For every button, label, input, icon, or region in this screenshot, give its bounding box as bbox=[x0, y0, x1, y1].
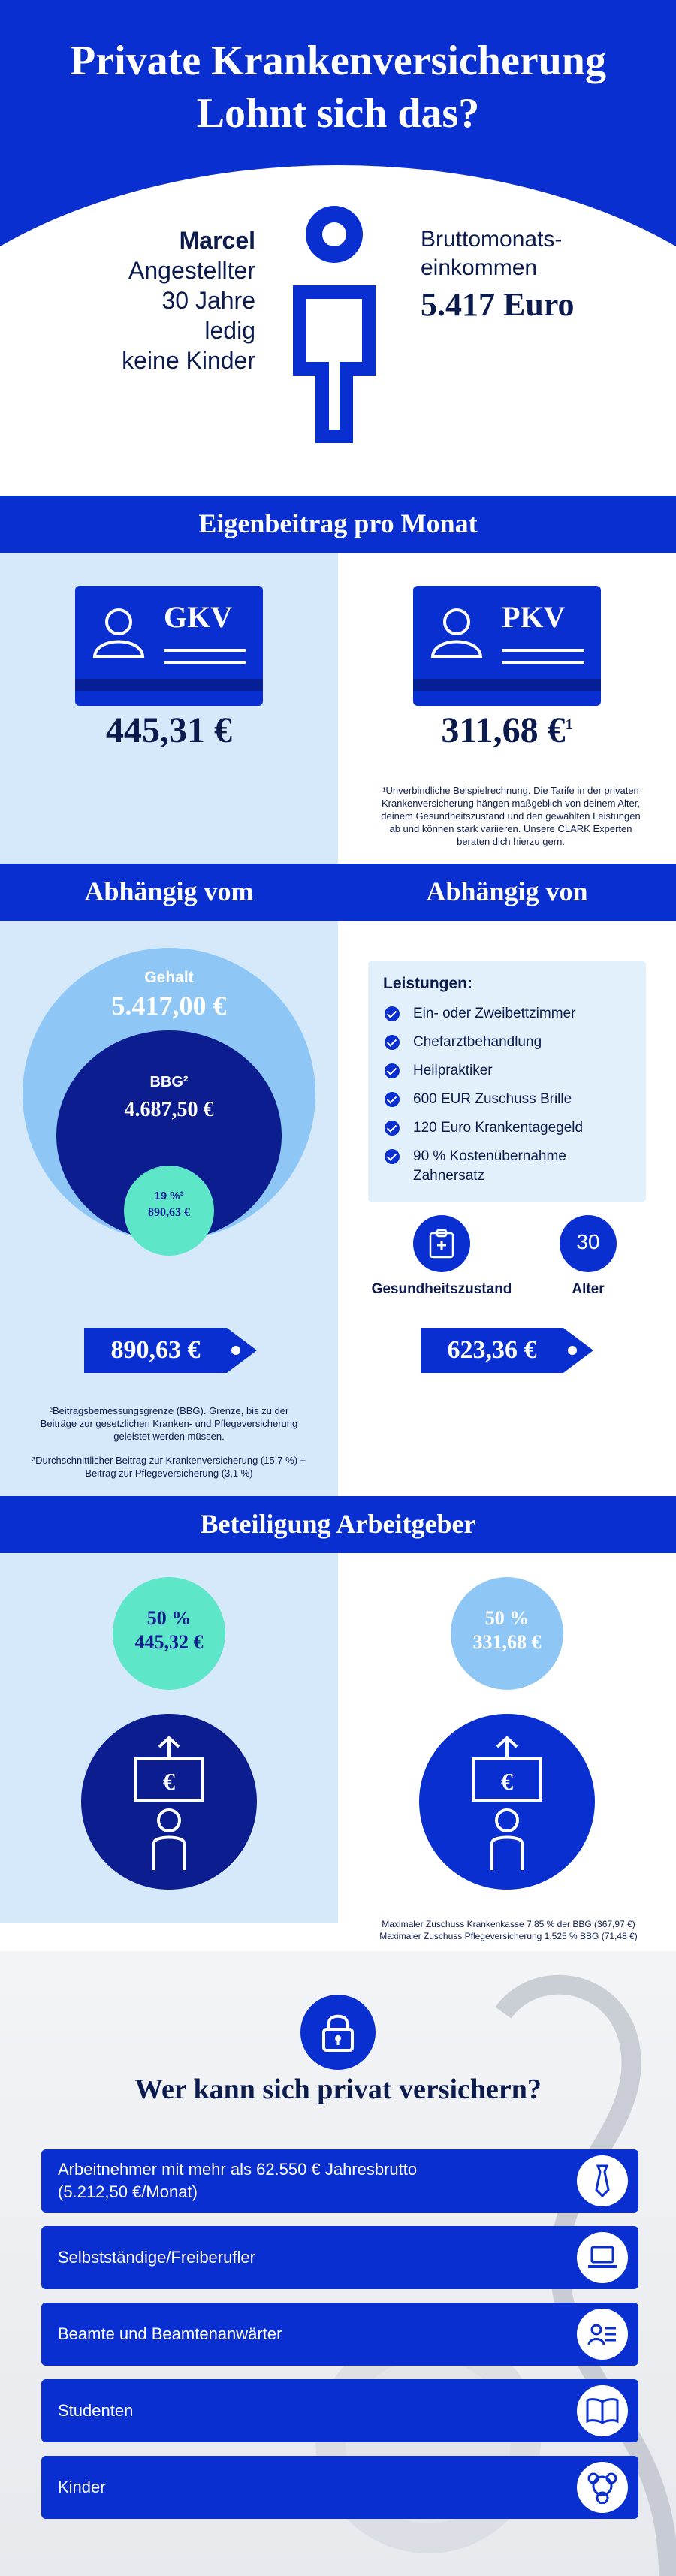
note-line: Maximaler Zuschuss Krankenkasse 7,85 % der BBG (367,97 €) bbox=[382, 1919, 635, 1929]
book-icon bbox=[577, 2385, 628, 2436]
check-icon bbox=[385, 1121, 400, 1136]
leistung-item: Chefarztbehandlung bbox=[413, 1034, 542, 1050]
hero-section bbox=[0, 0, 676, 496]
note-line: Maximaler Zuschuss Pflegeversicherung 1,525 % BBG (71,48 €) bbox=[379, 1931, 638, 1941]
pkv-footnote bbox=[353, 784, 668, 848]
gkv-card-label: GKV bbox=[164, 600, 233, 634]
leistung-item-continued: Zahnersatz bbox=[413, 1168, 485, 1184]
pkv-employer-icon-circle bbox=[419, 1714, 595, 1890]
wer-row-label-line1: Arbeitnehmer mit mehr als 62.550 € Jahresbrutto bbox=[58, 2160, 418, 2179]
wer-row-label: Kinder bbox=[58, 2478, 106, 2496]
footnote-line: geleistet werden müssen. bbox=[113, 1431, 225, 1442]
income-label-2: einkommen bbox=[421, 255, 538, 280]
person-kids: keine Kinder bbox=[122, 347, 255, 374]
check-icon bbox=[385, 1092, 400, 1107]
abhaengig-right-title: Abhängig von bbox=[426, 876, 588, 906]
income-value: 5.417 Euro bbox=[421, 286, 575, 323]
pkv-price-tag bbox=[421, 1328, 563, 1373]
pkv-card bbox=[413, 586, 601, 706]
id-badge-icon bbox=[577, 2309, 628, 2360]
bbg-value: 4.687,50 € bbox=[124, 1098, 214, 1121]
user-icon bbox=[87, 599, 150, 662]
euro-symbol: € bbox=[501, 1768, 513, 1795]
gkv-employer-pct: 50 % bbox=[146, 1607, 192, 1629]
wer-row-studenten bbox=[41, 2379, 638, 2442]
footnote-line: Beiträge zur gesetzlichen Kranken- und Pflegeversicherung bbox=[40, 1418, 298, 1429]
contribution-value: 890,63 € bbox=[148, 1206, 190, 1219]
leistung-item: 600 EUR Zuschuss Brille bbox=[413, 1091, 572, 1107]
tag-hole bbox=[231, 1346, 240, 1355]
gkv-card bbox=[75, 586, 263, 706]
pkv-employer-pct: 50 % bbox=[484, 1607, 530, 1629]
pkv-card-label: PKV bbox=[502, 600, 566, 634]
leistung-item: 90 % Kostenübernahme bbox=[413, 1148, 566, 1164]
card-strip bbox=[413, 679, 601, 691]
footnote-line: ²Beitragsbemessungsgrenze (BBG). Grenze, bis zu der bbox=[49, 1405, 289, 1416]
leistung-item: Heilpraktiker bbox=[413, 1063, 493, 1078]
footnote-line: ¹Unverbindliche Beispielrechnung. Die Tarife in der privaten bbox=[382, 785, 639, 796]
leistungen-title: Leistungen: bbox=[383, 975, 472, 992]
card-strip bbox=[75, 679, 263, 691]
user-icon bbox=[425, 599, 488, 662]
employer-payment-icon bbox=[113, 1736, 225, 1872]
person-age: 30 Jahre bbox=[161, 287, 255, 314]
gehalt-value: 5.417,00 € bbox=[111, 991, 227, 1021]
page-title-line1: Private Krankenversicherung bbox=[70, 38, 606, 84]
bbg-label: BBG² bbox=[149, 1074, 189, 1090]
wer-row-kinder bbox=[41, 2456, 638, 2519]
pkv-tag-value: 623,36 € bbox=[447, 1336, 537, 1364]
gkv-employer-value: 445,32 € bbox=[134, 1631, 204, 1653]
age-value: 30 bbox=[576, 1230, 600, 1253]
age-label: Alter bbox=[572, 1281, 605, 1297]
wer-row-label-line2: (5.212,50 €/Monat) bbox=[58, 2182, 198, 2201]
contribution-pct: 19 %³ bbox=[154, 1190, 184, 1202]
medical-record-icon bbox=[428, 1229, 455, 1259]
wer-title: Wer kann sich privat versichern? bbox=[134, 2074, 542, 2105]
wer-row-label: Beamte und Beamtenanwärter bbox=[58, 2324, 282, 2343]
leistung-item: Ein- oder Zweibettzimmer bbox=[413, 1006, 576, 1021]
wer-row-arbeitnehmer bbox=[41, 2149, 638, 2213]
euro-symbol: € bbox=[163, 1768, 175, 1795]
wer-row-selbststaendige bbox=[41, 2226, 638, 2289]
person-icon bbox=[285, 203, 383, 443]
footnote-line: Beitrag zur Pflegeversicherung (3,1 %) bbox=[85, 1467, 253, 1479]
pkv-price bbox=[394, 710, 620, 751]
leistung-item: 120 Euro Krankentagegeld bbox=[413, 1120, 584, 1136]
abhaengig-footnote-1 bbox=[15, 1404, 323, 1443]
wer-row-beamte bbox=[41, 2303, 638, 2366]
page-title-line2: Lohnt sich das? bbox=[196, 90, 480, 137]
abhaengig-footnote-2 bbox=[15, 1454, 323, 1480]
card-line bbox=[164, 661, 246, 664]
tag-hole bbox=[568, 1346, 577, 1355]
arbeitgeber-title: Beteiligung Arbeitgeber bbox=[200, 1509, 476, 1539]
check-icon bbox=[385, 1149, 400, 1164]
wer-row-label: Studenten bbox=[58, 2401, 134, 2420]
income-label-1: Bruttomonats- bbox=[421, 227, 563, 252]
person-status: ledig bbox=[204, 317, 255, 344]
arbeitgeber-note bbox=[347, 1918, 670, 1942]
gkv-employer-icon-circle bbox=[81, 1714, 257, 1890]
gkv-price-tag bbox=[84, 1328, 227, 1373]
leistungen-box bbox=[368, 961, 646, 1202]
check-icon bbox=[385, 1063, 400, 1078]
card-line bbox=[502, 661, 584, 664]
card-line bbox=[502, 649, 584, 652]
check-icon bbox=[385, 1035, 400, 1050]
lock-icon bbox=[321, 2011, 355, 2053]
gehalt-label: Gehalt bbox=[144, 969, 194, 986]
teddy-icon bbox=[577, 2462, 628, 2513]
pkv-price-value: 311,68 € bbox=[441, 710, 566, 750]
employer-payment-icon bbox=[451, 1736, 563, 1872]
lock-icon-circle bbox=[300, 1995, 376, 2070]
health-icon-circle bbox=[413, 1215, 470, 1272]
footnote-line: ab und können stark variieren. Unsere CLARK Experten bbox=[389, 823, 632, 834]
footnote-line: beraten dich hierzu gern. bbox=[457, 836, 565, 847]
person-name: Marcel bbox=[179, 227, 255, 254]
health-label: Gesundheitszustand bbox=[371, 1281, 512, 1297]
wer-row-label bbox=[58, 2149, 417, 2213]
pkv-price-footnote-mark: 1 bbox=[565, 716, 573, 733]
person-job: Angestellter bbox=[128, 257, 255, 284]
abhaengig-left-title: Abhängig vom bbox=[84, 876, 254, 906]
footnote-line: deinem Gesundheitszustand und den gewählten Leistungen bbox=[381, 810, 641, 822]
wer-row-label: Selbstständige/Freiberufler bbox=[58, 2248, 255, 2267]
tie-icon bbox=[577, 2155, 628, 2206]
footnote-line: ³Durchschnittlicher Beitrag zur Krankenversicherung (15,7 %) + bbox=[32, 1455, 306, 1466]
card-line bbox=[164, 649, 246, 652]
laptop-icon bbox=[577, 2232, 628, 2283]
gkv-tag-value: 890,63 € bbox=[110, 1336, 201, 1364]
footnote-line: Krankenversicherung hängen maßgeblich von deinem Alter, bbox=[382, 798, 640, 809]
check-icon bbox=[385, 1006, 400, 1021]
eigenbeitrag-title: Eigenbeitrag pro Monat bbox=[198, 508, 478, 538]
pkv-employer-value: 331,68 € bbox=[472, 1631, 542, 1653]
gkv-price: 445,31 € bbox=[106, 710, 232, 750]
